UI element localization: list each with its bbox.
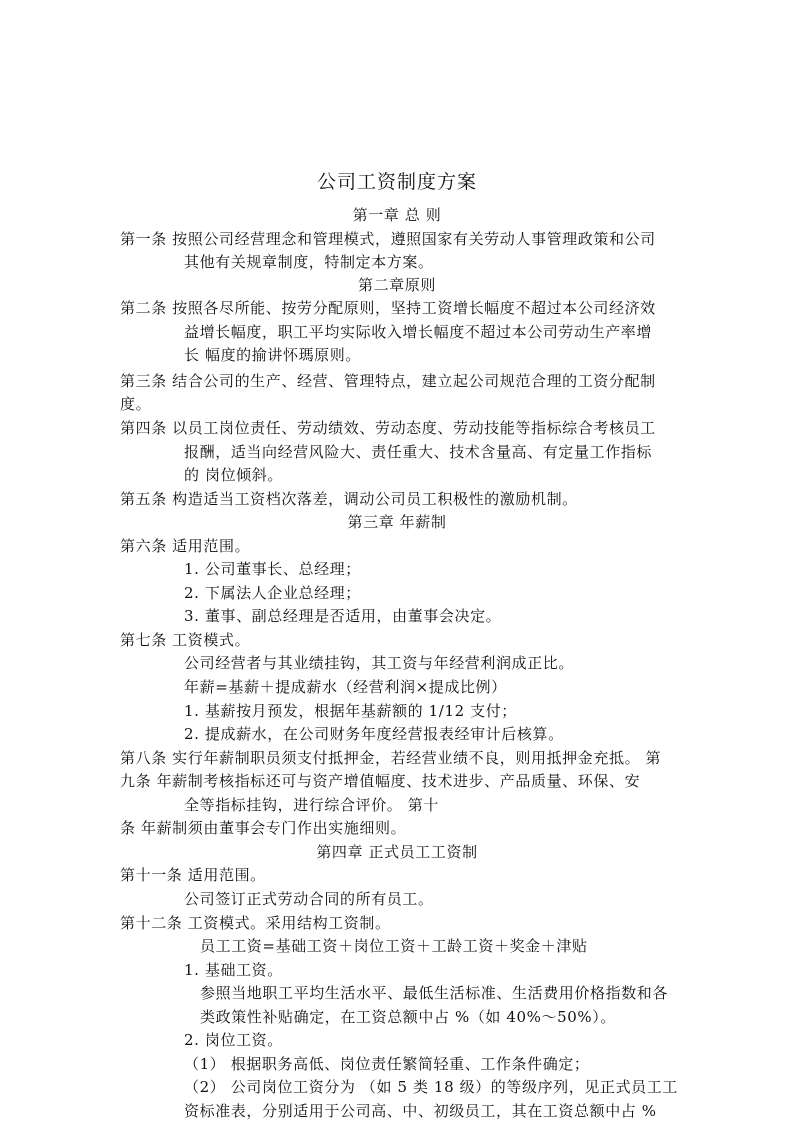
list-item: 2. 提成薪水，在公司财务年度经营报表经审计后核算。 [184, 725, 564, 743]
list-item: 1. 基础工资。 [184, 961, 283, 979]
list-item: 1. 基薪按月预发，根据年基薪额的 1/12 支付； [184, 702, 517, 720]
paragraph-line: 九条 年薪制考核指标还可与资产增值幅度、技术进步、产品质量、环保、安 [120, 772, 641, 790]
article-line: 第五条 构造适当工资档次落差，调动公司员工积极性的激励机制。 [120, 490, 578, 508]
paragraph-line: 类政策性补贴确定，在工资总额中占 %（如 40%～50%）。 [200, 1008, 616, 1026]
paragraph-line: 参照当地职工平均生活水平、最低生活标准、生活费用价格指数和各 [200, 984, 669, 1002]
paragraph-line: 的 岗位倾斜。 [184, 466, 283, 484]
paragraph-line: 公司签订正式劳动合同的所有员工。 [184, 890, 434, 908]
paragraph-line: 度。 [120, 395, 152, 413]
paragraph-line: 全等指标挂钩，进行综合评价。 第十 [184, 796, 439, 814]
article-line: 第十一条 适用范围。 [120, 866, 266, 884]
chapter-heading: 第一章 总 则 [352, 206, 442, 224]
article-line: 第一条 按照公司经营理念和管理模式，遵照国家有关劳动人事管理政策和公司 [120, 230, 656, 248]
article-line: 第八条 实行年薪制职员须支付抵押金，若经营业绩不良，则用抵押金充抵。 第 [120, 749, 662, 767]
chapter-heading: 第四章 正式员工工资制 [316, 843, 478, 861]
list-item: 3. 董事、副总经理是否适用，由董事会决定。 [184, 607, 502, 625]
paragraph-line: 其他有关规章制度，特制定本方案。 [184, 253, 434, 271]
list-item: 2. 岗位工资。 [184, 1031, 283, 1049]
article-line: 第二条 按照各尽所能、按劳分配原则，坚持工资增长幅度不超过本公司经济效 [120, 299, 656, 317]
paragraph-line: 报酬，适当向经营风险大、责任重大、技术含量高、有定量工作指标 [184, 443, 653, 461]
list-item: （1） 根据职务高低、岗位责任繁简轻重、工作条件确定； [184, 1055, 590, 1073]
paragraph-line: 公司经营者与其业绩挂钩，其工资与年经营利润成正比。 [184, 654, 575, 672]
article-line: 第六条 适用范围。 [120, 537, 251, 555]
article-line: 第七条 工资模式。 [120, 631, 251, 649]
paragraph-line: 员工工资=基础工资＋岗位工资＋工龄工资＋奖金＋津贴 [200, 937, 588, 955]
chapter-heading: 第二章原则 [357, 276, 436, 294]
list-item: 1. 公司董事长、总经理； [184, 560, 361, 578]
paragraph-line: 资标准表，分别适用于公司高、中、初级员工，其在工资总额中占 % [184, 1102, 657, 1120]
list-item: 2. 下属法人企业总经理； [184, 584, 361, 602]
list-item: （2） 公司岗位工资分为 （如 5 类 18 级）的等级序列，见正式员工工 [184, 1078, 678, 1096]
chapter-heading: 第三章 年薪制 [347, 513, 447, 531]
paragraph-line: 年薪=基薪＋提成薪水（经营利润×提成比例） [184, 678, 507, 696]
article-line: 第十二条 工资模式。采用结构工资制。 [120, 914, 391, 932]
document-title: 公司工资制度方案 [316, 171, 477, 193]
paragraph-line: 益增长幅度，职工平均实际收入增长幅度不超过本公司劳动生产率增 [184, 323, 653, 341]
article-line: 第三条 结合公司的生产、经营、管理特点，建立起公司规范合理的工资分配制 [120, 372, 656, 390]
paragraph-line: 长 幅度的揄讲怀瑪原则。 [184, 346, 361, 364]
paragraph-line: 条 年薪制须由董事会专门作出实施细则。 [120, 819, 407, 837]
article-line: 第四条 以员工岗位责任、劳动绩效、劳动态度、劳动技能等指标综合考核员工 [120, 419, 656, 437]
